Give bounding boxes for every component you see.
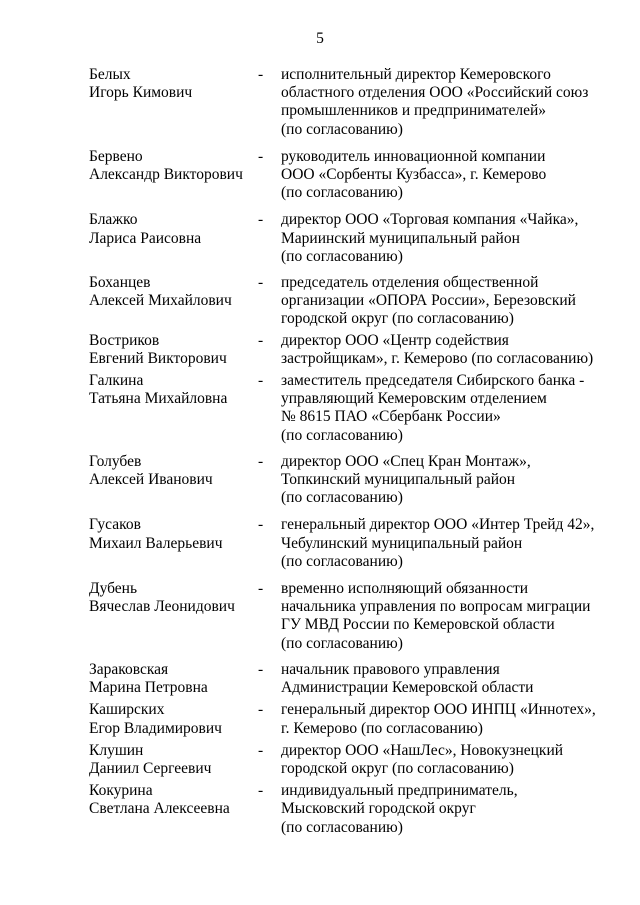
description-line: застройщикам», г. Кемерово (по согласованию) xyxy=(281,349,594,367)
separator-dash: - xyxy=(258,701,264,719)
description-line: Мысковский городской округ xyxy=(281,800,476,818)
member-description xyxy=(281,274,601,329)
description-line: (по согласованию) xyxy=(281,426,403,444)
member-surname: Галкина xyxy=(89,372,144,390)
member-description xyxy=(281,701,601,737)
member-description xyxy=(281,148,601,203)
separator-dash: - xyxy=(258,147,264,165)
member-given-name: Лариса Раисовна xyxy=(89,229,202,247)
member-given-name: Светлана Алексеевна xyxy=(89,800,230,818)
description-line: (по согласованию) xyxy=(281,634,403,652)
description-line: (по согласованию) xyxy=(281,247,403,265)
description-line: председатель отделения общественной xyxy=(281,274,539,292)
separator-dash: - xyxy=(258,274,264,292)
description-line: директор ООО «Спец Кран Монтаж», xyxy=(281,452,531,470)
member-name xyxy=(89,661,254,697)
separator-dash: - xyxy=(258,782,264,800)
member-description xyxy=(281,211,601,266)
member-name xyxy=(89,274,254,310)
list-item xyxy=(0,742,640,778)
separator-dash: - xyxy=(258,741,264,759)
list-item xyxy=(0,580,640,653)
member-given-name: Михаил Валерьевич xyxy=(89,534,223,552)
member-name xyxy=(89,782,254,818)
member-name xyxy=(89,66,254,102)
member-surname: Зараковская xyxy=(89,660,169,678)
member-description xyxy=(281,332,601,368)
member-given-name: Алексей Михайлович xyxy=(89,292,232,310)
member-surname: Блажко xyxy=(89,211,138,229)
description-line: Мариинский муниципальный район xyxy=(281,229,520,247)
description-line: № 8615 ПАО «Сбербанк России» xyxy=(281,408,501,426)
member-description xyxy=(281,66,601,139)
separator-dash: - xyxy=(258,516,264,534)
member-given-name: Татьяна Михайловна xyxy=(89,390,228,408)
list-item xyxy=(0,372,640,445)
description-line: (по согласованию) xyxy=(281,184,403,202)
member-given-name: Александр Викторович xyxy=(89,166,243,184)
list-item xyxy=(0,701,640,737)
member-surname: Бервено xyxy=(89,147,143,165)
member-given-name: Марина Петровна xyxy=(89,679,208,697)
list-item xyxy=(0,453,640,508)
member-name xyxy=(89,372,254,408)
separator-dash: - xyxy=(258,331,264,349)
description-line: исполнительный директор Кемеровского xyxy=(281,66,551,83)
member-given-name: Даниил Сергеевич xyxy=(89,759,212,777)
member-name xyxy=(89,580,254,616)
description-line: промышленников и предпринимателей» xyxy=(281,102,547,120)
list-item xyxy=(0,148,640,203)
list-item xyxy=(0,332,640,368)
member-surname: Востриков xyxy=(89,331,160,349)
list-item xyxy=(0,516,640,571)
member-surname: Гусаков xyxy=(89,516,141,534)
separator-dash: - xyxy=(258,452,264,470)
member-description xyxy=(281,453,601,508)
description-line: директор ООО «НашЛес», Новокузнецкий xyxy=(281,741,564,759)
list-item xyxy=(0,661,640,697)
description-line: генеральный директор ООО «Интер Трейд 42», xyxy=(281,516,595,534)
description-line: начальник правового управления xyxy=(281,660,500,678)
separator-dash: - xyxy=(258,660,264,678)
description-line: руководитель инновационной компании xyxy=(281,147,546,165)
member-description xyxy=(281,372,601,445)
description-line: генеральный директор ООО ИНПЦ «Иннотех», xyxy=(281,701,596,719)
separator-dash: - xyxy=(258,372,264,390)
member-name xyxy=(89,148,254,184)
description-line: Администрации Кемеровской области xyxy=(281,679,534,697)
member-name xyxy=(89,516,254,552)
description-line: (по согласованию) xyxy=(281,818,403,836)
list-item xyxy=(0,274,640,329)
separator-dash: - xyxy=(258,580,264,598)
member-name xyxy=(89,211,254,247)
separator-dash: - xyxy=(258,211,264,229)
member-description xyxy=(281,782,601,837)
member-description xyxy=(281,661,601,697)
member-name xyxy=(89,453,254,489)
description-line: индивидуальный предприниматель, xyxy=(281,782,518,800)
member-surname: Голубев xyxy=(89,452,142,470)
description-line: Топкинский муниципальный район xyxy=(281,471,516,489)
member-surname: Клушин xyxy=(89,741,144,759)
description-line: ГУ МВД России по Кемеровской области xyxy=(281,616,555,634)
description-line: (по согласованию) xyxy=(281,120,403,138)
description-line: управляющий Кемеровским отделением xyxy=(281,390,547,408)
member-surname: Дубень xyxy=(89,580,138,598)
description-line: заместитель председателя Сибирского банка - xyxy=(281,372,585,390)
member-given-name: Вячеслав Леонидович xyxy=(89,598,235,616)
separator-dash: - xyxy=(258,66,264,83)
member-surname: Боханцев xyxy=(89,274,151,292)
description-line: г. Кемерово (по согласованию) xyxy=(281,719,483,737)
member-given-name: Алексей Иванович xyxy=(89,471,213,489)
description-line: (по согласованию) xyxy=(281,489,403,507)
member-surname: Кокурина xyxy=(89,782,153,800)
member-description xyxy=(281,742,601,778)
description-line: Чебулинский муниципальный район xyxy=(281,534,523,552)
description-line: директор ООО «Торговая компания «Чайка», xyxy=(281,211,579,229)
member-name xyxy=(89,742,254,778)
member-description xyxy=(281,516,601,571)
list-item xyxy=(0,66,640,139)
member-description xyxy=(281,580,601,653)
description-line: ООО «Сорбенты Кузбасса», г. Кемерово xyxy=(281,166,547,184)
member-surname: Каширских xyxy=(89,701,165,719)
member-given-name: Игорь Кимович xyxy=(89,84,193,102)
list-item xyxy=(0,782,640,837)
member-given-name: Евгений Викторович xyxy=(89,349,227,367)
description-line: (по согласованию) xyxy=(281,552,403,570)
member-given-name: Егор Владимирович xyxy=(89,719,222,737)
description-line: временно исполняющий обязанности xyxy=(281,580,529,598)
description-line: областного отделения ООО «Российский союз xyxy=(281,84,589,102)
description-line: директор ООО «Центр содействия xyxy=(281,331,509,349)
member-list xyxy=(0,66,640,837)
page-number: 5 xyxy=(316,30,324,47)
description-line: городской округ (по согласованию) xyxy=(281,310,514,328)
member-name xyxy=(89,701,254,737)
list-item xyxy=(0,211,640,266)
description-line: организации «ОПОРА России», Березовский xyxy=(281,292,576,310)
description-line: городской округ (по согласованию) xyxy=(281,759,514,777)
member-name xyxy=(89,332,254,368)
description-line: начальника управления по вопросам миграции xyxy=(281,598,591,616)
member-surname: Белых xyxy=(89,66,131,83)
